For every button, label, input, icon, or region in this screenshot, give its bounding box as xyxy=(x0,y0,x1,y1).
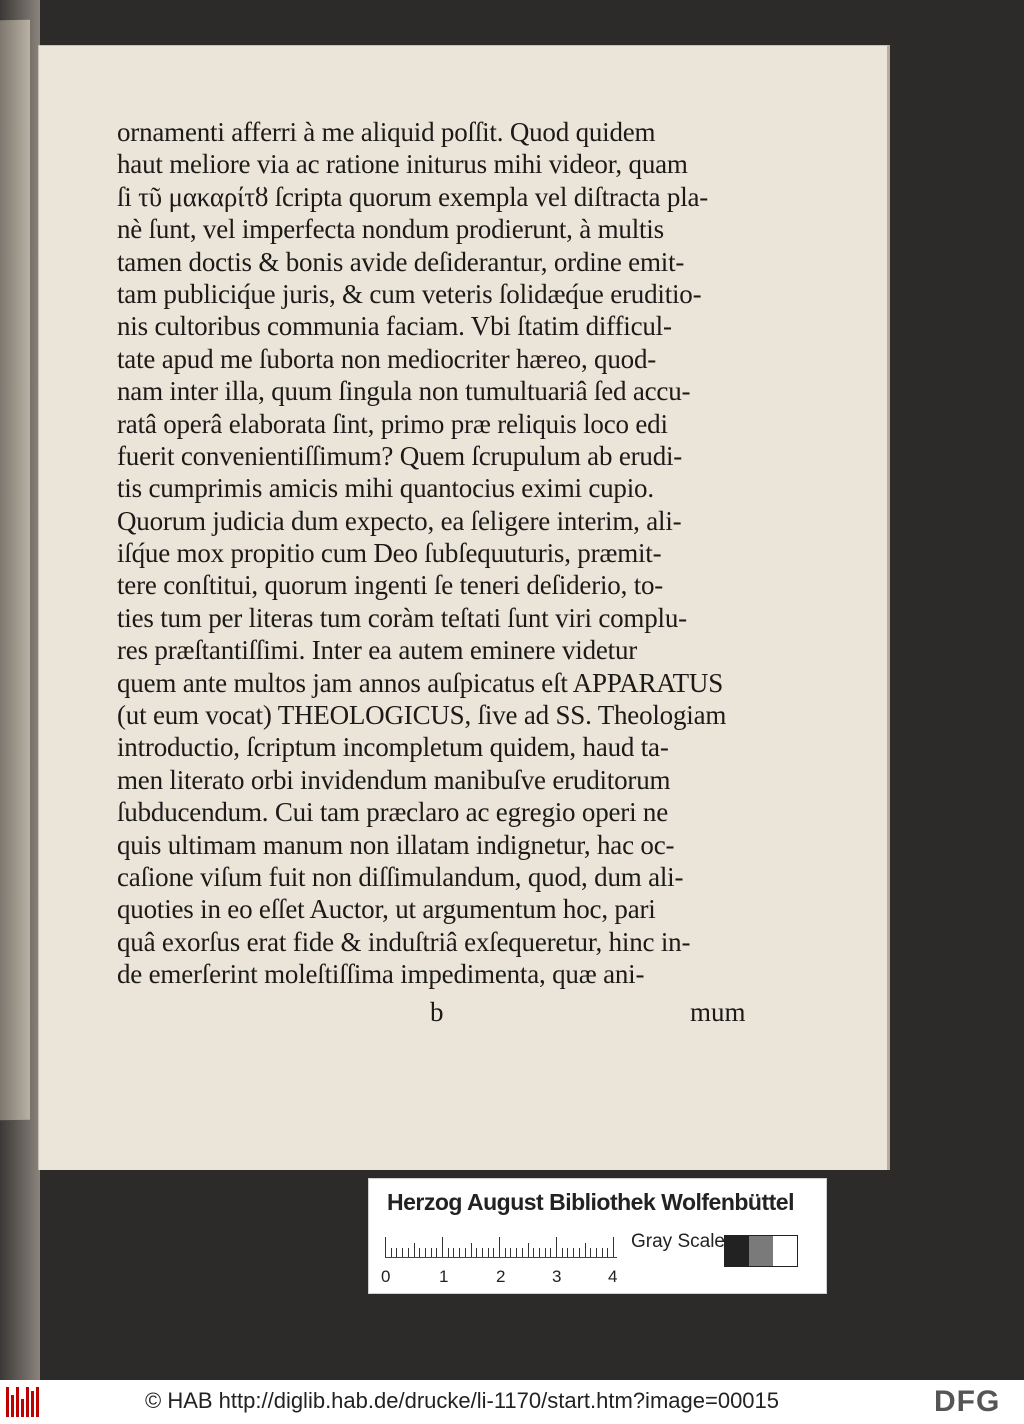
barcode-bar xyxy=(16,1387,19,1417)
page-text xyxy=(117,116,777,991)
text-line: ſubducendum. Cui tam præclaro ac egregio operi ne xyxy=(117,797,669,828)
barcode-bar xyxy=(11,1395,14,1417)
gray-swatch xyxy=(749,1236,773,1266)
ruler-number: 3 xyxy=(552,1267,562,1286)
text-line: haut meliore via ac ratione initurus mihi videor, quam xyxy=(117,149,688,180)
previous-page-edge xyxy=(0,20,30,1121)
ruler-tick xyxy=(385,1237,386,1257)
text-line: caſione viſum fuit non diſſimulandum, quod, dum ali- xyxy=(117,861,684,892)
ruler-tick xyxy=(550,1248,551,1257)
ruler-tick xyxy=(510,1248,511,1257)
ruler-tick xyxy=(607,1248,608,1257)
text-line: men literato orbi invidendum manibuſve eruditorum xyxy=(117,764,671,795)
ruler-tick xyxy=(488,1248,489,1257)
ruler-tick xyxy=(499,1237,500,1257)
ruler-tick xyxy=(419,1248,420,1257)
ruler-tick xyxy=(505,1248,506,1257)
gray-scale-label: Gray Scale xyxy=(631,1231,725,1252)
text-line: de emerſerint moleſtiſſima impedimenta, quæ ani- xyxy=(117,959,645,990)
ruler-tick xyxy=(522,1248,523,1257)
gray-swatch xyxy=(773,1236,797,1266)
ruler-tick xyxy=(431,1248,432,1257)
hab-barcode-icon xyxy=(6,1387,40,1417)
text-line: quoties in eo eſſet Auctor, ut argumentum hoc, pari xyxy=(117,894,656,925)
barcode-bar xyxy=(26,1387,29,1417)
ruler-tick xyxy=(528,1243,529,1257)
text-line: quem ante multos jam annos auſpicatus eſt APPARATUS xyxy=(117,667,724,698)
ruler-tick xyxy=(590,1248,591,1257)
scale-ruler xyxy=(385,1235,617,1258)
text-line: fuerit convenientiſſimum? Quem ſcrupulum ab erudi- xyxy=(117,440,683,471)
ruler-tick xyxy=(613,1237,614,1257)
gray-swatch xyxy=(725,1236,749,1266)
barcode-bar xyxy=(21,1399,24,1417)
text-line: tate apud me ſuborta non mediocriter hæreo, quod- xyxy=(117,343,657,374)
ruler-tick xyxy=(579,1248,580,1257)
text-line: ratâ operâ elaborata ſint, primo præ reliquis loco edi xyxy=(117,408,668,439)
library-color-card xyxy=(368,1178,827,1294)
ruler-tick xyxy=(567,1248,568,1257)
footer-bar xyxy=(0,1380,1024,1424)
ruler-tick xyxy=(448,1248,449,1257)
ruler-tick xyxy=(396,1248,397,1257)
copyright-link[interactable]: © HAB http://diglib.hab.de/drucke/li-1170/start.htm?image=00015 xyxy=(145,1388,780,1413)
gray-scale-swatches xyxy=(724,1235,798,1267)
ruler-tick xyxy=(453,1248,454,1257)
ruler-tick xyxy=(391,1248,392,1257)
ruler-tick xyxy=(585,1243,586,1257)
ruler-tick xyxy=(516,1248,517,1257)
text-line: tis cumprimis amicis mihi quantocius eximi cupio. xyxy=(117,473,654,504)
ruler-tick xyxy=(556,1237,557,1257)
ruler-tick xyxy=(545,1248,546,1257)
ruler-tick xyxy=(493,1248,494,1257)
catchword: mum xyxy=(690,997,746,1027)
barcode-bar xyxy=(36,1387,39,1417)
ruler-tick xyxy=(459,1248,460,1257)
text-line: nam inter illa, quum ſingula non tumultuariâ ſed accu- xyxy=(117,376,691,407)
text-line: tamen doctis & bonis avide deſiderantur, ordine emit- xyxy=(117,246,685,277)
ruler-number: 1 xyxy=(439,1267,449,1286)
ruler-tick xyxy=(596,1248,597,1257)
barcode-bar xyxy=(31,1391,34,1417)
text-line: tere conſtitui, quorum ingenti ſe teneri deſiderio, to- xyxy=(117,570,664,601)
text-line: Quorum judicia dum expecto, ea ſeligere interim, ali- xyxy=(117,505,682,536)
text-line: quâ exorſus erat fide & induſtriâ exſequeretur, hinc in- xyxy=(117,926,691,957)
library-name: Herzog August Bibliothek Wolfenbüttel xyxy=(387,1189,794,1215)
ruler-tick xyxy=(442,1237,443,1257)
text-line: ſi τῦ μακαρίτȣ ſcripta quorum exempla vel diſtracta pla- xyxy=(117,181,709,212)
text-line: quis ultimam manum non illatam indignetur, hac oc- xyxy=(117,829,675,860)
ruler-tick xyxy=(425,1248,426,1257)
dfg-logo: DFG xyxy=(934,1385,1001,1418)
ruler-tick xyxy=(465,1248,466,1257)
ruler-tick xyxy=(539,1248,540,1257)
barcode-bar xyxy=(6,1387,9,1417)
text-line: nis cultoribus communia faciam. Vbi ſtatim difficul- xyxy=(117,311,672,342)
text-line: ornamenti afferri à me aliquid poſſit. Quod quidem xyxy=(117,117,656,147)
text-line: (ut eum vocat) THEOLOGICUS, ſive ad SS. Theologiam xyxy=(117,700,727,731)
text-line: introductio, ſcriptum incompletum quidem, haud ta- xyxy=(117,732,669,763)
ruler-number: 2 xyxy=(496,1267,506,1286)
signature-mark: b xyxy=(430,997,444,1027)
ruler-tick xyxy=(533,1248,534,1257)
ruler-tick xyxy=(414,1243,415,1257)
ruler-number: 4 xyxy=(608,1267,618,1286)
ruler-tick xyxy=(573,1248,574,1257)
ruler-tick xyxy=(476,1248,477,1257)
ruler-tick xyxy=(471,1243,472,1257)
ruler-tick xyxy=(562,1248,563,1257)
ruler-number: 0 xyxy=(381,1267,391,1286)
ruler-tick xyxy=(602,1248,603,1257)
text-line: iſq́ue mox propitio cum Deo ſubſequuturis, præmit- xyxy=(117,538,662,569)
ruler-tick xyxy=(436,1248,437,1257)
ruler-tick xyxy=(402,1248,403,1257)
ruler-tick xyxy=(408,1248,409,1257)
text-line: res præſtantiſſimi. Inter ea autem eminere videtur xyxy=(117,635,638,666)
text-line: tam publiciq́ue juris, & cum veteris ſolidæq́ue eruditio- xyxy=(117,278,702,309)
ruler-tick xyxy=(482,1248,483,1257)
text-line: ties tum per literas tum coràm teſtati ſunt viri complu- xyxy=(117,602,687,633)
text-line: nè ſunt, vel imperfecta nondum prodierunt, à multis xyxy=(117,214,664,245)
